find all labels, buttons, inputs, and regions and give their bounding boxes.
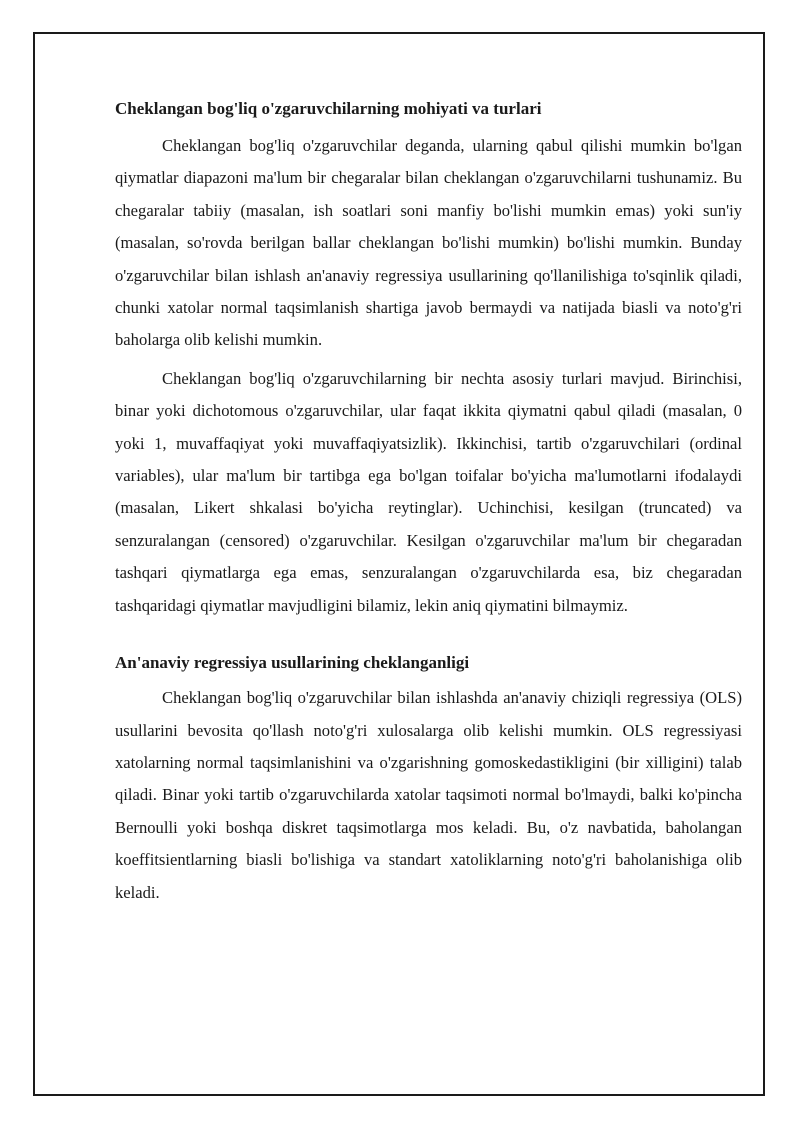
section-1-paragraph-2: Cheklangan bog'liq o'zgaruvchilarning bir nechta asosiy turlari mavjud. Birinchisi, binar yoki dichotomous o'zgaruvchilar, ular faqat ikkita qiymatni qabul qiladi (masalan, 0 yoki 1, muvaffaqiyat yoki muvaffaqiyatsizlik). Ikkinchisi, tartib o'zgaruvchilari (ordinal variables), ular ma'lum bir tartibga ega bo'lgan toifalar bo'yicha ma'lumotlarni ifodalaydi (masalan, Likert shkalasi bo'yicha reytinglar). Uchinchisi, kesilgan (truncated) va senzuralangan (censored) o'zgaruvchilar. Kesilgan o'zgaruvchilar ma'lum bir chegaradan tashqari qiymatlarga ega emas, senzuralangan o'zgaruvchilarda esa, biz chegaradan tashqaridagi qiymatlar mavjudligini bilamiz, lekin aniq qiymatini bilmaymiz. xyxy=(115,368,742,615)
section-2-heading: An'anaviy regressiya usullarining cheklanganligi xyxy=(115,653,470,673)
section-2 xyxy=(115,652,742,909)
document-body xyxy=(115,98,742,915)
section-1-heading: Cheklangan bog'liq o'zgaruvchilarning mohiyati va turlari xyxy=(115,99,542,118)
section-2-paragraph-1: Cheklangan bog'liq o'zgaruvchilar bilan ishlashda an'anaviy chiziqli regressiya (OLS) usullarini bevosita qo'llash noto'g'ri xulosalarga olib kelishi mumkin. OLS regressiyasi xatolarning normal taqsimlanishini va o'zgarishning gomoskedastikligini (bir xilligini) talab qiladi. Binar yoki tartib o'zgaruvchilarda xatolar taqsimoti normal bo'lmaydi, balki ko'pincha Bernoulli yoki boshqa diskret taqsimotlarga mos keladi. Bu, o'z navbatida, baholangan koeffitsientlarning biasli bo'lishiga va standart xatoliklarning noto'g'ri baholanishiga olib keladi. xyxy=(115,688,742,902)
section-1-paragraph-1: Cheklangan bog'liq o'zgaruvchilar deganda, ularning qabul qilishi mumkin bo'lgan qiymatlar diapazoni ma'lum bir chegaralar bilan cheklangan o'zgaruvchilarni tushunamiz. Bu chegaralar tabiiy (masalan, ish soatlari soni manfiy bo'lishi mumkin emas) yoki sun'iy (masalan, so'rovda berilgan ballar cheklangan bo'lishi mumkin) bo'lishi mumkin. Bunday o'zgaruvchilar bilan ishlash an'anaviy regressiya usullarining qo'llanilishiga to'sqinlik qiladi, chunki xatolar normal taqsimlanish shartiga javob bermaydi va natijada biasli va noto'g'ri baholarga olib kelishi mumkin. xyxy=(115,136,742,350)
section-1 xyxy=(115,98,742,622)
